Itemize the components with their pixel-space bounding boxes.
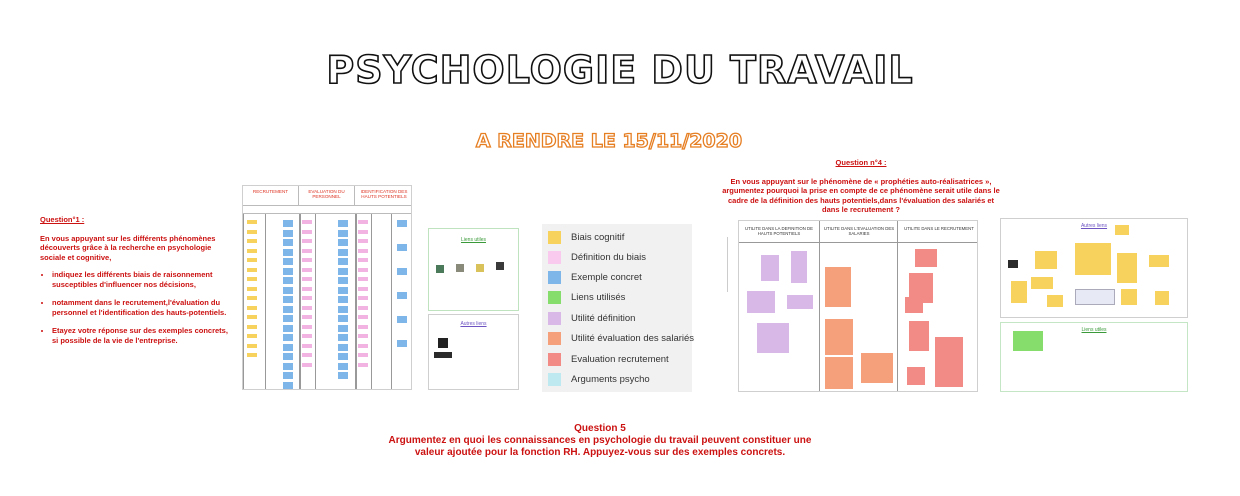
sticky-note[interactable]: [1011, 281, 1027, 303]
sticky-note[interactable]: [283, 220, 293, 227]
sticky-note[interactable]: [283, 382, 293, 389]
question-5-block: [380, 423, 820, 459]
sticky-note[interactable]: [1155, 291, 1169, 305]
sticky-note[interactable]: [397, 292, 407, 299]
table-divider: [243, 214, 244, 389]
other-links-board-right[interactable]: [1000, 218, 1188, 318]
sticky-note[interactable]: [757, 323, 789, 353]
table-divider: [355, 214, 357, 389]
sticky-note[interactable]: [283, 287, 293, 294]
sticky-note[interactable]: [1013, 331, 1043, 351]
sticky-note[interactable]: [283, 372, 293, 379]
legend-item: [548, 308, 635, 328]
sticky-note[interactable]: [338, 230, 348, 237]
sticky-note[interactable]: [302, 353, 312, 357]
sticky-note[interactable]: [338, 363, 348, 370]
sticky-note[interactable]: [302, 363, 312, 367]
question-1-block: [40, 215, 235, 354]
sticky-note[interactable]: [283, 306, 293, 313]
sticky-note[interactable]: [358, 344, 368, 348]
sticky-note[interactable]: [907, 367, 925, 385]
question-5-body: Argumentez en quoi les connaissances en psychologie du travail peuvent constituer une valeur ajoutée pour la fonction RH. Appuyez-vous sur des exemples concrets.: [388, 435, 812, 458]
sticky-note[interactable]: [825, 357, 853, 389]
question-4-title: Question n°4 :: [835, 158, 887, 167]
sticky-note[interactable]: [358, 353, 368, 357]
question-1-bullet: • indiquez les différents biais de raisonnement susceptibles d'influencer nos décisions,: [52, 270, 235, 289]
sticky-note[interactable]: [397, 220, 407, 227]
link-thumbnail[interactable]: [495, 261, 505, 271]
table-divider: [371, 214, 372, 389]
column-header-recruitment: UTILITE DANS LE RECRUTEMENT: [899, 221, 978, 243]
sticky-note[interactable]: [247, 220, 257, 224]
question-1-bullets: [40, 270, 235, 345]
column-header-high-potential: IDENTIFICATION DES HAUTS POTENTIELS: [355, 186, 412, 206]
sticky-note[interactable]: [1047, 295, 1063, 307]
sticky-note[interactable]: [247, 258, 257, 262]
table-divider: [299, 214, 301, 389]
link-thumbnail[interactable]: [435, 264, 445, 274]
legend-swatch: [548, 353, 561, 366]
legend-item: [548, 349, 669, 369]
legend-label: Liens utilisés: [571, 291, 626, 303]
sticky-note[interactable]: [247, 325, 257, 329]
sticky-note[interactable]: [283, 230, 293, 237]
sticky-note[interactable]: [338, 334, 348, 341]
legend-swatch: [548, 312, 561, 325]
legend-swatch: [548, 231, 561, 244]
sticky-note[interactable]: [358, 334, 368, 338]
sticky-note[interactable]: [338, 287, 348, 294]
sticky-note[interactable]: [747, 291, 775, 313]
sticky-note[interactable]: [915, 249, 937, 267]
sticky-note[interactable]: [861, 353, 893, 383]
sticky-note[interactable]: [247, 344, 257, 348]
sticky-note[interactable]: [358, 296, 368, 300]
sticky-note[interactable]: [302, 230, 312, 234]
sticky-note[interactable]: [358, 220, 368, 224]
sticky-note[interactable]: [791, 251, 807, 283]
other-links-label: Autres liens: [1080, 223, 1108, 229]
sticky-note[interactable]: [247, 334, 257, 338]
sticky-note[interactable]: [283, 353, 293, 360]
sticky-note[interactable]: [358, 306, 368, 310]
sticky-note[interactable]: [338, 277, 348, 284]
sticky-note[interactable]: [905, 297, 923, 313]
question-1-bullet: • Etayez votre réponse sur des exemples concrets, si possible de la vie de l'entreprise.: [52, 326, 235, 345]
sticky-note[interactable]: [825, 319, 853, 355]
sticky-note[interactable]: [283, 325, 293, 332]
sticky-note[interactable]: [338, 239, 348, 246]
sticky-note[interactable]: [1035, 251, 1057, 269]
question-1-title: Question°1 :: [40, 215, 85, 224]
sticky-note[interactable]: [283, 315, 293, 322]
sticky-note[interactable]: [397, 268, 407, 275]
question-4-block: [720, 158, 1002, 215]
sticky-note[interactable]: [302, 277, 312, 281]
sticky-note[interactable]: [302, 344, 312, 348]
sticky-note[interactable]: [283, 344, 293, 351]
legend-label: Biais cognitif: [571, 231, 625, 243]
due-date-subtitle: A RENDRE LE 15/11/2020: [475, 130, 743, 152]
link-thumbnail[interactable]: [455, 263, 465, 273]
subheader-row: [243, 206, 411, 214]
useful-links-board-right[interactable]: [1000, 322, 1188, 392]
question-1-intro: En vous appuyant sur les différents phénomènes découverts grâce à la recherche en psychologie sociale et cognitive,: [40, 233, 216, 262]
legend-swatch: [548, 271, 561, 284]
sticky-note[interactable]: [358, 268, 368, 272]
legend-swatch: [548, 291, 561, 304]
sticky-note[interactable]: [1115, 225, 1129, 235]
sticky-note[interactable]: [283, 277, 293, 284]
sticky-note[interactable]: [358, 325, 368, 329]
useful-links-board[interactable]: [428, 228, 519, 311]
sticky-note[interactable]: [338, 315, 348, 322]
sticky-note[interactable]: [1149, 255, 1169, 267]
sticky-note[interactable]: [247, 277, 257, 281]
sticky-note[interactable]: [283, 268, 293, 275]
sticky-note[interactable]: [761, 255, 779, 281]
sticky-note[interactable]: [302, 315, 312, 319]
legend-label: Utilité définition: [571, 312, 636, 324]
legend-swatch: [548, 332, 561, 345]
table-divider: [391, 214, 392, 389]
table-divider: [265, 214, 266, 389]
sticky-note[interactable]: [302, 306, 312, 310]
sticky-note[interactable]: [247, 287, 257, 291]
sticky-note[interactable]: [358, 230, 368, 234]
sticky-note[interactable]: [358, 363, 368, 367]
legend-label: Arguments psycho: [571, 373, 650, 385]
legend-item: [548, 328, 694, 348]
useful-links-label: Liens utiles: [1081, 327, 1107, 333]
link-thumbnail[interactable]: [1007, 259, 1019, 269]
sticky-note[interactable]: [338, 325, 348, 332]
divider-line: [727, 237, 728, 292]
legend-swatch: [548, 251, 561, 264]
legend-label: Evaluation recrutement: [571, 353, 669, 365]
sticky-note[interactable]: [358, 277, 368, 281]
sticky-note[interactable]: [1075, 243, 1111, 275]
sticky-note[interactable]: [302, 268, 312, 272]
sticky-note[interactable]: [338, 220, 348, 227]
legend-item: [548, 267, 642, 287]
sticky-note[interactable]: [283, 249, 293, 256]
sticky-note[interactable]: [302, 258, 312, 262]
sticky-note[interactable]: [1121, 289, 1137, 305]
sticky-note[interactable]: [338, 306, 348, 313]
color-legend: [542, 224, 695, 392]
sticky-note[interactable]: [283, 334, 293, 341]
utility-table-board[interactable]: [738, 220, 978, 392]
sticky-note[interactable]: [302, 239, 312, 243]
column-header-evaluation: UTILITE DANS L'EVALUATION DES SALARIES: [819, 221, 899, 243]
legend-swatch: [548, 373, 561, 386]
sticky-note[interactable]: [283, 239, 293, 246]
sticky-note[interactable]: [909, 321, 929, 351]
legend-label: Utilité évaluation des salariés: [571, 332, 695, 344]
table-divider: [315, 214, 316, 389]
sticky-note[interactable]: [338, 258, 348, 265]
legend-item: [548, 287, 625, 307]
sticky-note[interactable]: [247, 239, 257, 243]
table-divider: [819, 221, 820, 391]
sticky-note[interactable]: [247, 230, 257, 234]
legend-item: [548, 227, 624, 247]
other-links-board[interactable]: [428, 314, 519, 390]
column-header-recruitment: RECRUTEMENT: [243, 186, 299, 206]
sticky-note[interactable]: [338, 344, 348, 351]
sticky-note[interactable]: [302, 296, 312, 300]
sticky-note[interactable]: [247, 306, 257, 310]
sticky-note[interactable]: [397, 316, 407, 323]
link-thumbnail[interactable]: [475, 263, 485, 273]
sticky-note[interactable]: [1031, 277, 1053, 289]
sticky-note[interactable]: [283, 363, 293, 370]
sticky-note[interactable]: [283, 258, 293, 265]
sticky-note[interactable]: [247, 268, 257, 272]
sticky-note[interactable]: [338, 353, 348, 360]
sticky-note[interactable]: [358, 239, 368, 243]
sticky-note[interactable]: [338, 296, 348, 303]
sticky-note[interactable]: [358, 258, 368, 262]
legend-item: [548, 247, 646, 267]
question-1-bullet: • notamment dans le recrutement,l'évaluation du personnel et l'identification des hauts-potentiels.: [52, 298, 235, 317]
column-header-evaluation: EVALUATION DU PERSONNEL: [299, 186, 355, 206]
sticky-note[interactable]: [1117, 253, 1137, 283]
legend-item: [548, 369, 650, 389]
sticky-note[interactable]: [358, 287, 368, 291]
sticky-note[interactable]: [302, 325, 312, 329]
sticky-note[interactable]: [302, 334, 312, 338]
sticky-note[interactable]: [302, 220, 312, 224]
sticky-note[interactable]: [338, 372, 348, 379]
other-links-label: Autres liens: [460, 321, 487, 327]
link-thumbnail[interactable]: [433, 351, 453, 359]
legend-label: Exemple concret: [571, 271, 642, 283]
sticky-note[interactable]: [358, 315, 368, 319]
link-thumbnail[interactable]: [437, 337, 449, 349]
column-header-high-potential: UTILITE DANS LA DEFINITION DE HAUTS POTENTIELS: [739, 221, 819, 243]
sticky-note[interactable]: [825, 267, 851, 307]
sticky-note[interactable]: [338, 268, 348, 275]
link-thumbnail[interactable]: [1075, 289, 1115, 305]
sticky-note[interactable]: [935, 337, 963, 387]
table-divider: [897, 221, 898, 391]
question-4-body: En vous appuyant sur le phénomène de « prophéties auto-réalisatrices », argumentez pourquoi la prise en compte de ce phénomène serait utile dans le cadre de la définition des hauts potentiels,dans l'évaluation des salariés et dans le recrutement ?: [722, 176, 1000, 214]
useful-links-label: Liens utiles: [460, 237, 486, 243]
question-5-title: Question 5: [574, 423, 626, 434]
sticky-note[interactable]: [247, 296, 257, 300]
page-title: PSYCHOLOGIE DU TRAVAIL: [326, 48, 914, 92]
sticky-note[interactable]: [302, 249, 312, 253]
sticky-note[interactable]: [247, 353, 257, 357]
sticky-note[interactable]: [358, 249, 368, 253]
sticky-note[interactable]: [397, 340, 407, 347]
sticky-note[interactable]: [302, 287, 312, 291]
sticky-note[interactable]: [787, 295, 813, 309]
sticky-note[interactable]: [247, 315, 257, 319]
legend-label: Définition du biais: [571, 251, 646, 263]
sticky-note[interactable]: [247, 249, 257, 253]
bias-table-board[interactable]: [242, 185, 412, 390]
sticky-note[interactable]: [338, 249, 348, 256]
sticky-note[interactable]: [397, 244, 407, 251]
sticky-note[interactable]: [283, 296, 293, 303]
